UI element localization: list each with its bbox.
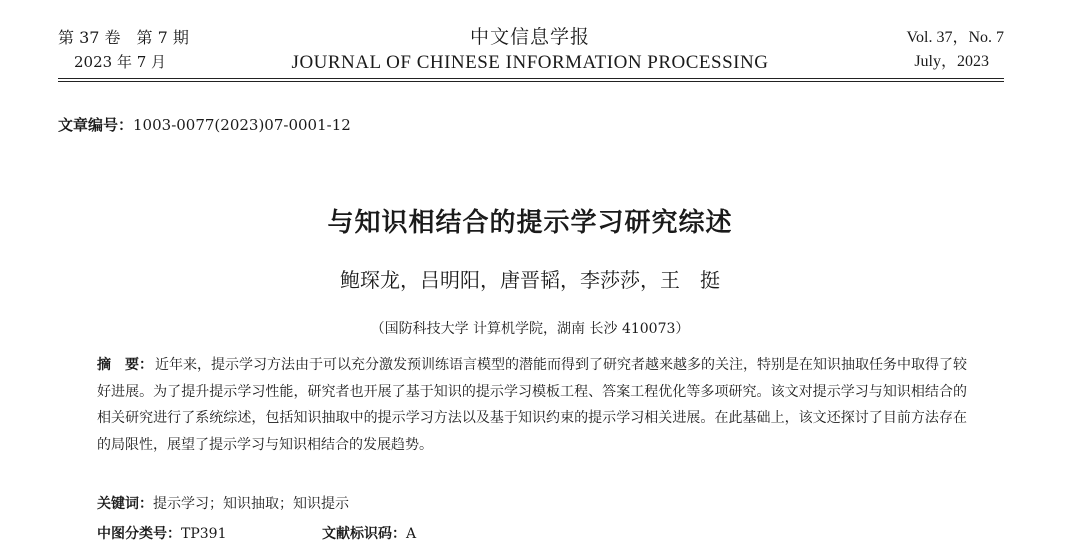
clc-value: TP391 — [181, 526, 227, 542]
date-en: July，2023 — [914, 53, 989, 70]
volume-en: Vol. 37，No. 7 — [906, 29, 1004, 46]
abstract-text: 近年来，提示学习方法由于可以充分激发预训练语言模型的潜能而得到了研究者越来越多的关注，特别是在知识抽取任务中取得了较好进展。为了提升提示学习性能，研究者也开展了基于知识的提示学习模板工程、答案工程优化等多项研究。该文对提示学习与知识相结合的相关研究进行了系统综述，包括知识抽取中的提示学习方法以及基于知识约束的提示学习相关进展。在此基础上，该文还探讨了目前方法存在的局限性，展望了提示学习与知识相结合的发展趋势。 — [97, 357, 967, 453]
abstract-label: 摘 要： — [97, 357, 153, 373]
volume-cn: 第 37 卷 第 7 期 — [58, 28, 189, 47]
keywords-value: 提示学习；知识抽取；知识提示 — [153, 496, 349, 512]
article-number-label: 文章编号： — [58, 116, 134, 134]
header-right — [907, 28, 1005, 72]
abstract — [97, 352, 967, 458]
doc-code-label: 文献标识码： — [322, 526, 406, 542]
clc-number — [97, 523, 226, 543]
keywords — [97, 493, 349, 513]
header-rule-top — [58, 78, 1004, 79]
journal-title-en: JOURNAL OF CHINESE INFORMATION PROCESSING — [291, 52, 769, 73]
article-number — [58, 114, 351, 135]
date-cn: 2023 年 7 月 — [74, 53, 167, 71]
journal-header — [250, 26, 810, 74]
authors: 鲍琛龙，吕明阳，唐晋韬，李莎莎，王 挺 — [340, 268, 720, 292]
affiliation: （国防科技大学 计算机学院，湖南 长沙 410073） — [370, 321, 690, 337]
article-number-value: 1003-0077(2023)07-0001-12 — [133, 116, 351, 134]
doc-code-value: A — [406, 526, 417, 542]
document-code — [322, 523, 416, 543]
clc-label: 中图分类号： — [97, 526, 181, 542]
keywords-label: 关键词： — [97, 496, 153, 512]
journal-title-cn: 中文信息学报 — [469, 26, 590, 48]
paper-title: 与知识相结合的提示学习研究综述 — [327, 208, 733, 238]
header-left — [58, 28, 208, 72]
header-rule-bottom — [58, 81, 1004, 82]
